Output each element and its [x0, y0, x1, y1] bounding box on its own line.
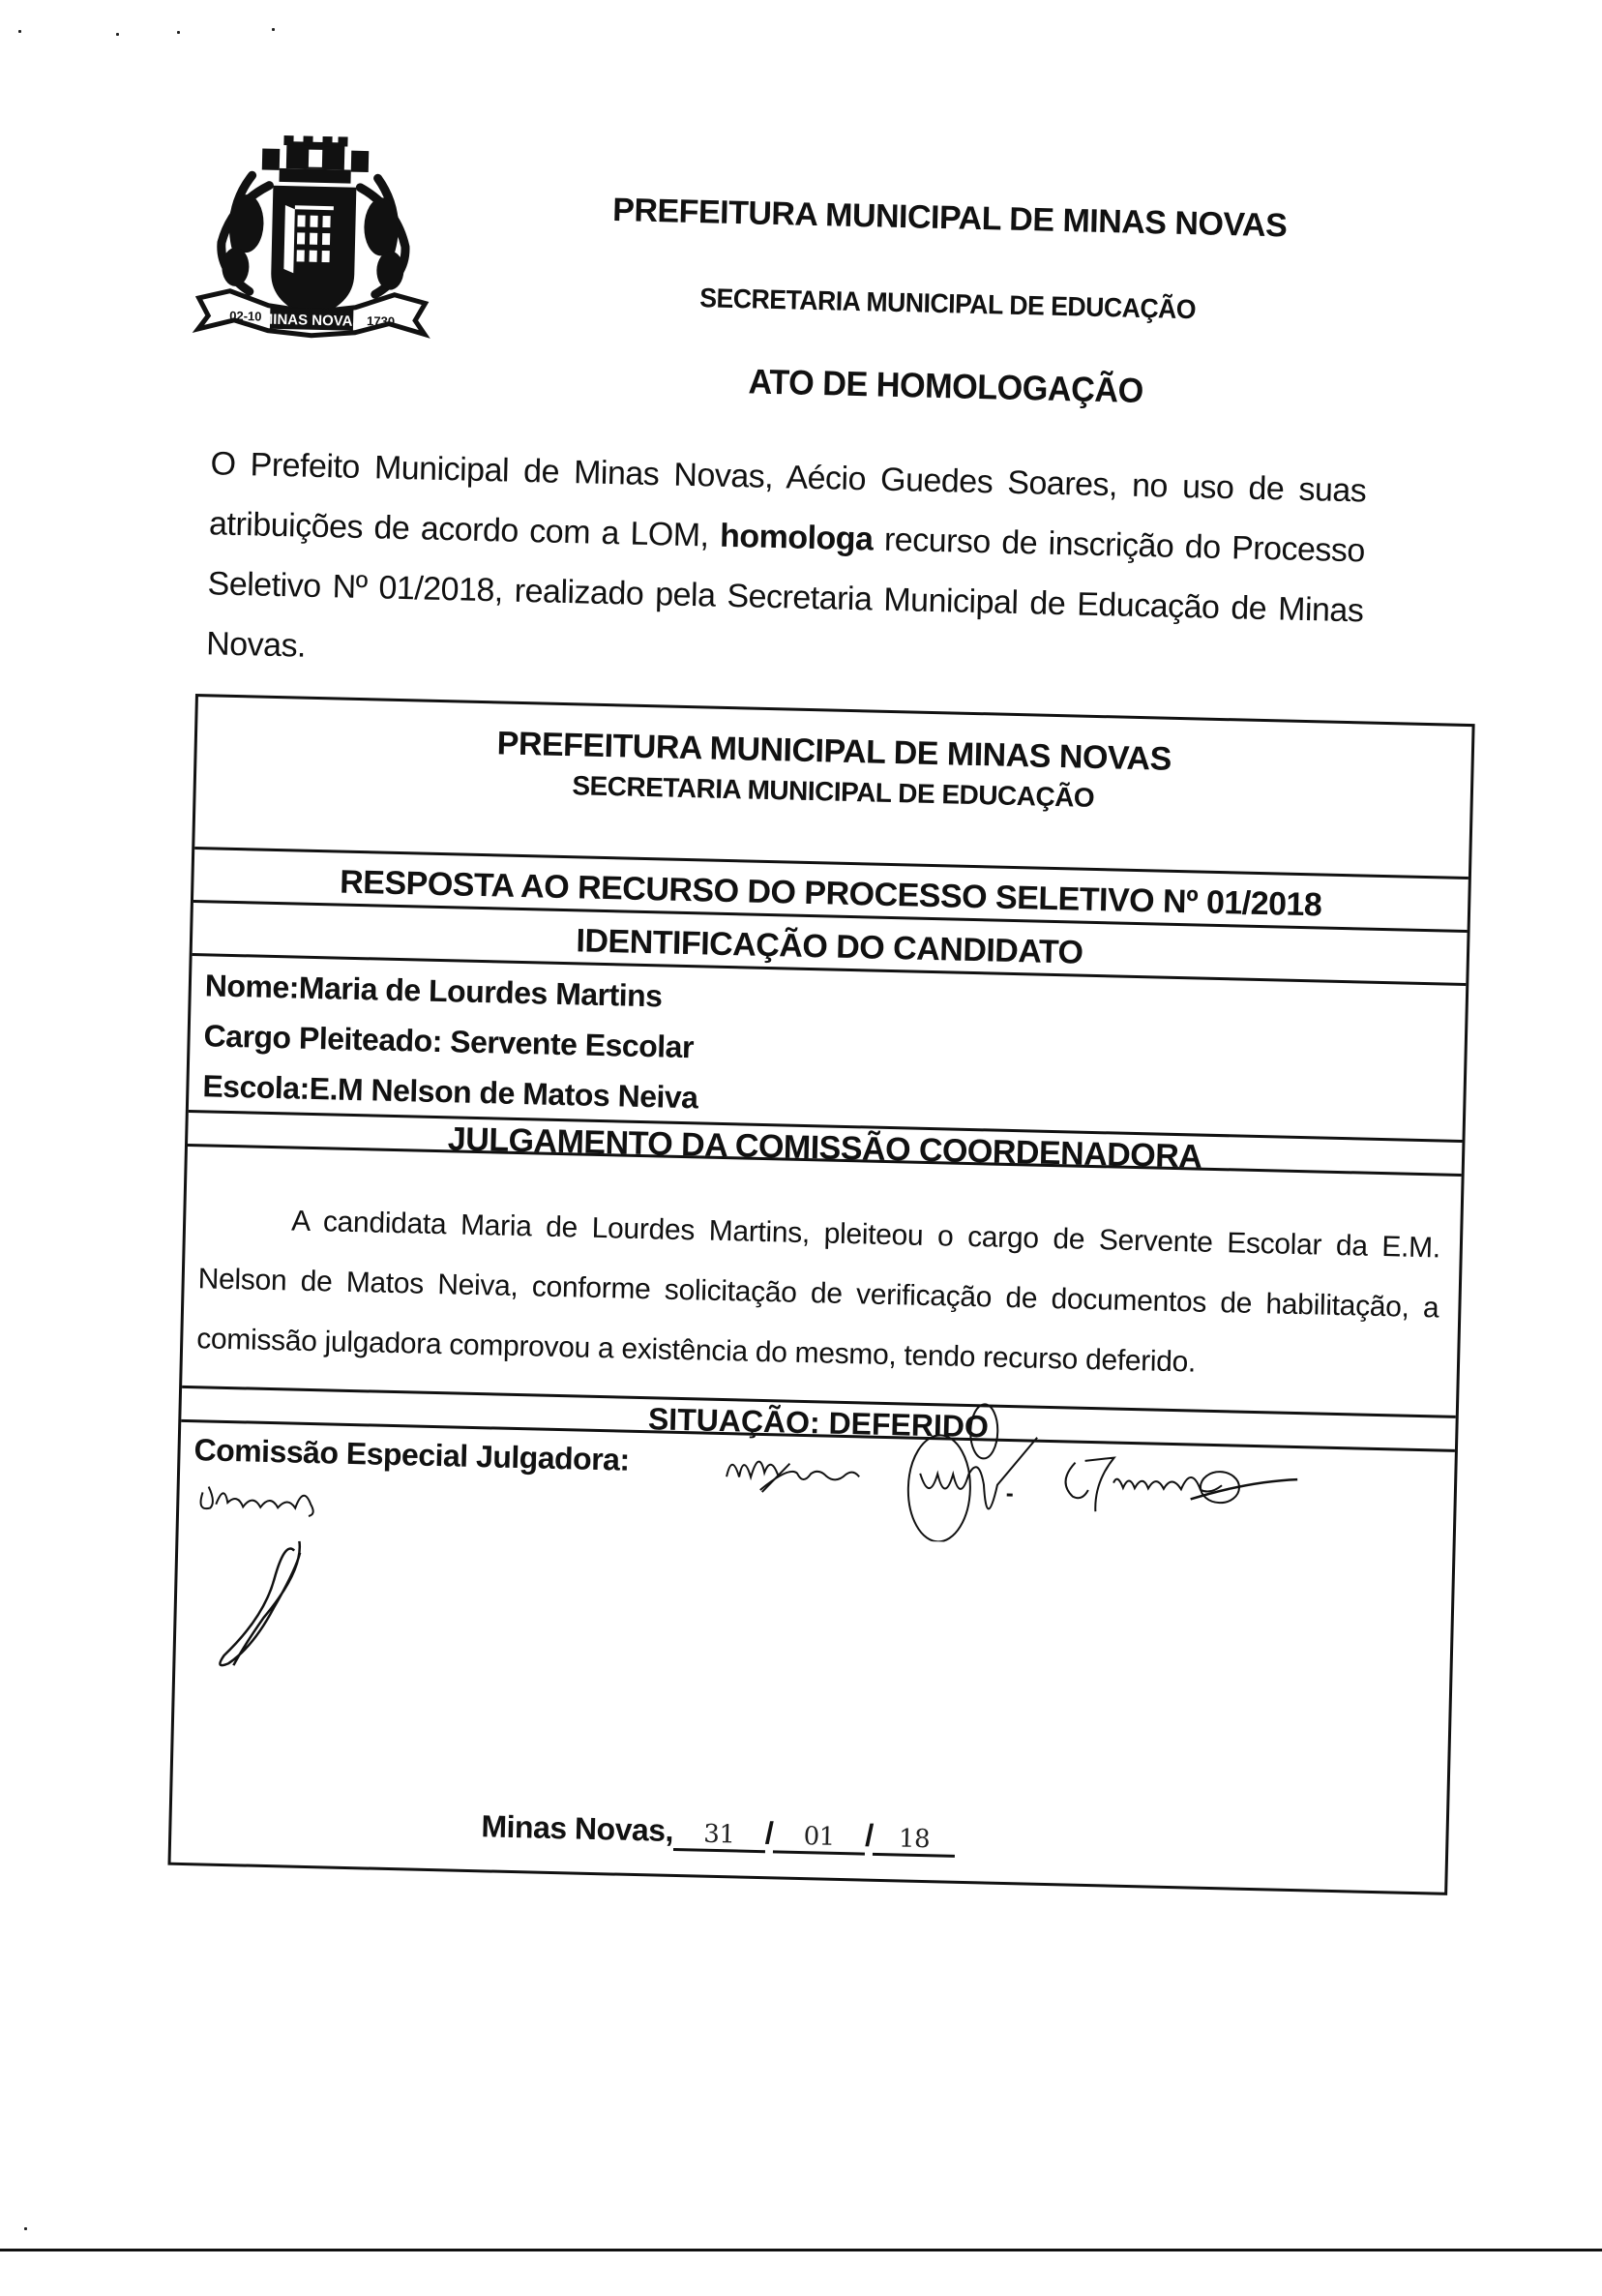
crest-banner-left: 02-10	[229, 308, 262, 324]
date-month: 01	[773, 1821, 866, 1855]
form-header	[194, 697, 1471, 880]
candidate-info	[189, 956, 1466, 1143]
intro-paragraph	[205, 433, 1367, 701]
candidate-name-label: Nome:	[204, 968, 300, 1005]
act-title: ATO DE HOMOLOGAÇÃO	[748, 361, 1144, 410]
department-subtitle: SECRETARIA MUNICIPAL DE EDUCAÇÃO	[698, 283, 1197, 325]
intro-bold-word: homologa	[719, 517, 874, 558]
intro-text-2: recurso de inscrição do Processo Seletivo Nº 01/2018, realizado pela Secretaria Municipal de Educação de Minas Novas.	[205, 521, 1366, 665]
crest-banner-right: 1730	[366, 313, 396, 329]
intro-text-1: O Prefeito Municipal de Minas Novas, Aécio Guedes Soares, no uso de suas atribuições de acordo com a LOM,	[208, 445, 1367, 554]
candidate-school: E.M Nelson de Matos Neiva	[309, 1070, 698, 1116]
status-label: SITUAÇÃO:	[647, 1401, 830, 1441]
place-date-line	[481, 1808, 956, 1858]
place-label: Minas Novas,	[481, 1808, 674, 1848]
handwritten-signature-4	[194, 1473, 331, 1524]
handwritten-signature-3	[1054, 1443, 1308, 1536]
candidate-name: Maria de Lourdes Martins	[298, 969, 663, 1014]
appeal-response-form	[167, 694, 1474, 1895]
crest-banner-center: MINAS NOVAS	[260, 311, 363, 330]
candidate-position: Servente Escolar	[449, 1024, 695, 1065]
commission-label: Comissão Especial Julgadora:	[193, 1432, 631, 1477]
date-separator-1: /	[764, 1815, 774, 1851]
form-org-subtitle: SECRETARIA MUNICIPAL DE EDUCAÇÃO	[572, 770, 1095, 813]
signature-block	[171, 1422, 1455, 1893]
handwritten-signature-2	[890, 1395, 1048, 1544]
coat-of-arms-icon	[191, 126, 437, 344]
date-day: 31	[672, 1819, 765, 1853]
judgment-text: A candidata Maria de Lourdes Martins, pleiteou o cargo de Servente Escolar da E.M. Nelson de Matos Neiva, conforme solicitação de verificação de documentos de habilitação, a comissão julgadora comprovou a existência do mesmo, tendo recurso deferido.	[195, 1205, 1441, 1379]
response-title: RESPOSTA AO RECURSO DO PROCESSO SELETIVO Nº 01/2018	[193, 850, 1468, 933]
identification-title: IDENTIFICAÇÃO DO CANDIDATO	[193, 903, 1468, 986]
status-value: DEFERIDO	[828, 1405, 990, 1445]
date-separator-2: /	[864, 1817, 875, 1853]
form-org-title: PREFEITURA MUNICIPAL DE MINAS NOVAS	[496, 725, 1172, 778]
handwritten-signature-1	[722, 1443, 868, 1505]
municipality-title: PREFEITURA MUNICIPAL DE MINAS NOVAS	[611, 192, 1288, 245]
candidate-school-label: Escola:	[202, 1068, 311, 1106]
date-year: 18	[873, 1824, 956, 1858]
judgment-title: JULGAMENTO DA COMISSÃO COORDENADORA	[188, 1113, 1462, 1177]
handwritten-signature-5	[204, 1539, 333, 1678]
judgment-text-cell	[182, 1147, 1462, 1418]
candidate-position-label: Cargo Pleiteado:	[203, 1018, 451, 1059]
